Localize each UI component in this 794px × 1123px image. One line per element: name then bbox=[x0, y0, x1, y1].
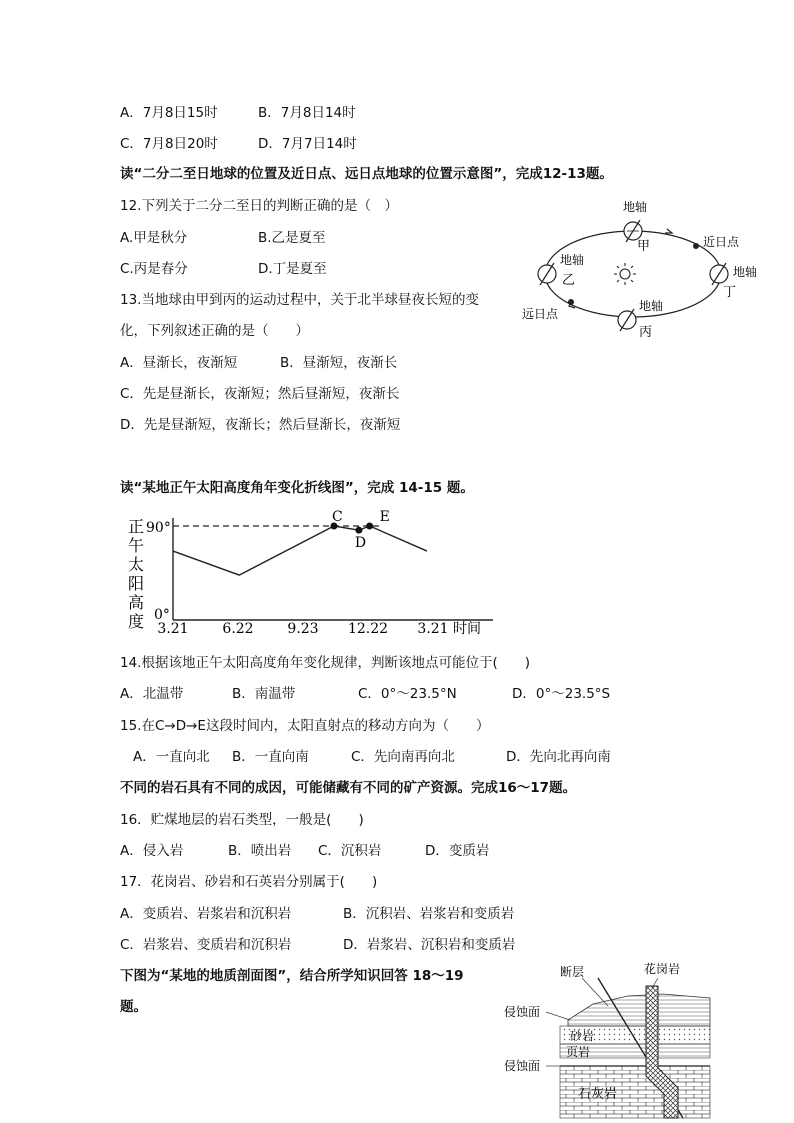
y-axis-label-char: 午 bbox=[128, 536, 145, 555]
q13-option-d: D．先是昼渐短，夜渐长；然后昼渐长，夜渐短 bbox=[120, 417, 401, 433]
orbit-arrow-icon bbox=[665, 229, 672, 233]
orbit-diagram bbox=[515, 190, 785, 350]
q13-option-a: A．昼渐长，夜渐短 bbox=[120, 355, 238, 371]
q12-option-a: A.甲是秋分 bbox=[120, 230, 188, 246]
q14-option-b: B．南温带 bbox=[232, 686, 296, 702]
label-granite: 花岗岩 bbox=[644, 962, 681, 976]
aphelion-label: 远日点 bbox=[522, 307, 559, 321]
q17-option-a: A．变质岩、岩浆岩和沉积岩 bbox=[120, 906, 292, 922]
q16-option-a: A．侵入岩 bbox=[120, 843, 184, 859]
intro-18-19-line1: 下图为“某地的地质剖面图”，结合所学知识回答 18～19 bbox=[120, 968, 464, 984]
label-shale: 页岩 bbox=[566, 1045, 591, 1059]
q17-stem: 17．花岗岩、砂岩和石英岩分别属于( ) bbox=[120, 874, 378, 890]
label-ding: 丁 bbox=[723, 285, 737, 300]
q15-option-b: B．一直向南 bbox=[232, 749, 309, 765]
earth-bing bbox=[618, 309, 636, 331]
y-tick-0: 0° bbox=[154, 607, 170, 623]
intro-16-17: 不同的岩石具有不同的成因，可能储藏有不同的矿产资源。完成16～17题。 bbox=[120, 780, 577, 796]
q13-option-c: C．先是昼渐长，夜渐短；然后昼渐短，夜渐长 bbox=[120, 386, 400, 402]
y-axis-label-char: 正 bbox=[128, 517, 145, 536]
axis-label-yi: 地轴 bbox=[560, 253, 585, 267]
axis-label-ding: 地轴 bbox=[733, 265, 758, 279]
x-tick-label: 9.23 bbox=[287, 621, 319, 637]
y-axis-label-char: 太 bbox=[128, 555, 145, 574]
label-sandstone: 砂岩 bbox=[570, 1029, 595, 1043]
q12-option-d: D.丁是夏至 bbox=[258, 261, 327, 277]
label-erosion-surface-2: 侵蚀面 bbox=[504, 1059, 541, 1073]
q14-option-a: A．北温带 bbox=[120, 686, 184, 702]
q15-stem: 15.在C→D→E这段时间内，太阳直射点的移动方向为（ ） bbox=[120, 718, 490, 734]
q14-option-d: D．0°～23.5°S bbox=[512, 686, 611, 702]
axis-label-bing: 地轴 bbox=[639, 299, 664, 313]
q17-option-c: C．岩浆岩、变质岩和沉积岩 bbox=[120, 937, 292, 953]
intro-12-13: 读“二分二至日地球的位置及近日点、远日点地球的位置示意图”，完成12-13题。 bbox=[120, 166, 613, 182]
point-label: D bbox=[354, 535, 367, 552]
geology-cross-section bbox=[498, 958, 718, 1123]
q11-option-b: B．7月8日14时 bbox=[258, 105, 356, 121]
intro-14-15: 读“某地正午太阳高度角年变化折线图”，完成 14-15 题。 bbox=[120, 480, 474, 496]
q15-option-c: C．先向南再向北 bbox=[351, 749, 455, 765]
q15-option-d: D．先向北再向南 bbox=[506, 749, 611, 765]
q17-option-b: B．沉积岩、岩浆岩和变质岩 bbox=[343, 906, 515, 922]
q12-option-c: C.丙是春分 bbox=[120, 261, 188, 277]
earth-ding bbox=[710, 263, 728, 285]
x-axis-label: 时间 bbox=[453, 621, 481, 637]
perihelion-label: 近日点 bbox=[703, 235, 740, 249]
label-bing: 丙 bbox=[639, 325, 653, 340]
y-axis-label bbox=[128, 517, 144, 631]
q16-option-d: D．变质岩 bbox=[425, 843, 490, 859]
data-point-d bbox=[355, 527, 362, 534]
label-jia: 甲 bbox=[637, 239, 651, 254]
q12-option-b: B.乙是夏至 bbox=[258, 230, 326, 246]
q13-stem-line2: 化，下列叙述正确的是（ ） bbox=[120, 323, 309, 339]
series-line bbox=[173, 526, 427, 575]
q11-option-c: C．7月8日20时 bbox=[120, 136, 218, 152]
data-point-e bbox=[366, 523, 373, 530]
label-fault: 断层 bbox=[560, 965, 585, 979]
x-tick-label: 3.21 bbox=[417, 621, 449, 637]
label-yi: 乙 bbox=[562, 273, 576, 288]
y-axis-label-char: 高 bbox=[128, 593, 145, 612]
q13-option-b: B．昼渐短，夜渐长 bbox=[280, 355, 398, 371]
q14-stem: 14.根据该地正午太阳高度角年变化规律，判断该地点可能位于( ) bbox=[120, 655, 531, 671]
y-axis-label-char: 度 bbox=[128, 612, 145, 631]
point-label: E bbox=[379, 509, 390, 525]
perihelion-dot bbox=[693, 243, 699, 249]
noon-sun-altitude-chart bbox=[118, 508, 498, 640]
sun-icon bbox=[614, 263, 636, 285]
intro-18-19-line2: 题。 bbox=[120, 999, 147, 1015]
q11-option-d: D．7月7日14时 bbox=[258, 136, 357, 152]
q11-option-a: A．7月8日15时 bbox=[120, 105, 218, 121]
q15-option-a: A．一直向北 bbox=[133, 749, 210, 765]
q13-stem-line1: 13.当地球由甲到丙的运动过程中，关于北半球昼夜长短的变 bbox=[120, 292, 479, 308]
top-strata bbox=[568, 994, 710, 1026]
aphelion-dot bbox=[568, 299, 574, 305]
q16-option-b: B．喷出岩 bbox=[228, 843, 292, 859]
q12-stem: 12.下列关于二分二至日的判断正确的是（ ） bbox=[120, 198, 398, 214]
label-erosion-surface-1: 侵蚀面 bbox=[504, 1005, 541, 1019]
axis-label-jia: 地轴 bbox=[622, 200, 648, 214]
q16-stem: 16．贮煤地层的岩石类型，一般是( ) bbox=[120, 812, 364, 828]
point-label: C bbox=[331, 509, 343, 525]
x-tick-label: 6.22 bbox=[222, 621, 254, 637]
q17-option-d: D．岩浆岩、沉积岩和变质岩 bbox=[343, 937, 516, 953]
y-axis-label-char: 阳 bbox=[128, 574, 145, 593]
label-limestone: 石灰岩 bbox=[578, 1087, 618, 1102]
x-tick-label: 3.21 bbox=[157, 621, 189, 637]
earth-yi bbox=[538, 263, 556, 285]
x-tick-label: 12.22 bbox=[347, 621, 389, 637]
y-tick-90: 90° bbox=[146, 520, 171, 536]
q14-option-c: C．0°～23.5°N bbox=[358, 686, 457, 702]
q16-option-c: C．沉积岩 bbox=[318, 843, 382, 859]
